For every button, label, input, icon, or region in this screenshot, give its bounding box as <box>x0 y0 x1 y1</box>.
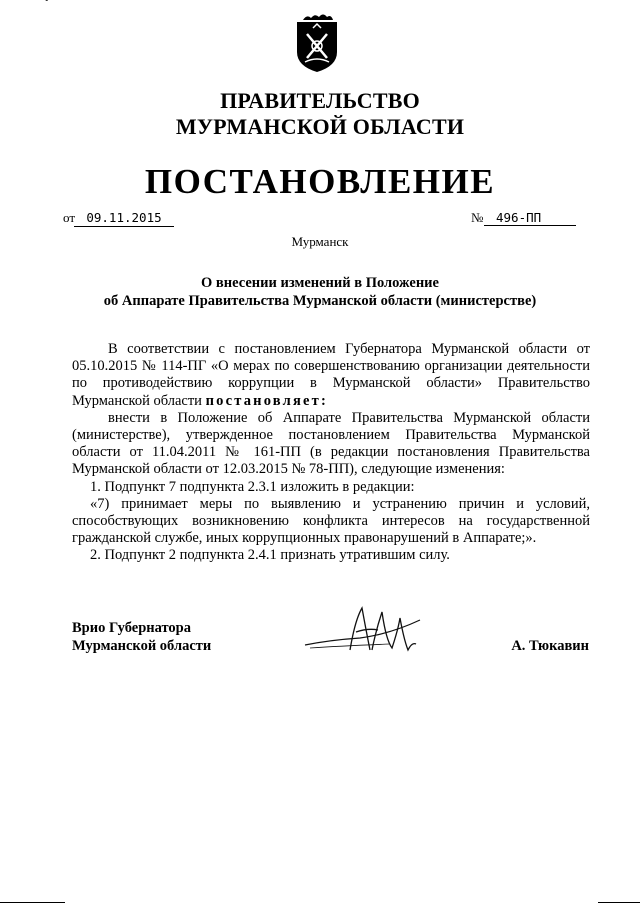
scan-mark: ˇ <box>45 0 49 10</box>
document-date: 09.11.2015 <box>74 210 174 227</box>
intro-paragraph <box>72 341 590 410</box>
signatory-name: А. Тюкавин <box>511 638 589 654</box>
document-number: 496-ПП <box>484 210 576 226</box>
paragraph-item-2: 2. Подпункт 2 подпункта 2.4.1 признать утратившим силу. <box>90 547 450 564</box>
date-prefix: от <box>63 210 76 225</box>
document-type-title: ПОСТАНОВЛЕНИЕ <box>144 162 496 201</box>
footer-rule-right <box>598 902 640 903</box>
document-subject <box>60 274 580 310</box>
signatory-position-line1: Врио Губернатора <box>72 620 191 636</box>
city: Мурманск <box>291 234 349 249</box>
org-name-line1: ПРАВИТЕЛЬСТВО <box>220 88 420 113</box>
document-body <box>72 341 590 565</box>
paragraph-quoted-text: «7) принимает меры по выявлению и устранению причин и условий, способствующих возникновению конфликта интересов на государственной гражданской службе, иных коррупционных правонарушений в Аппарате;». <box>72 495 590 547</box>
handwritten-signature <box>300 600 440 660</box>
paragraph-amend: внести в Положение об Аппарате Правительства Мурманской области (министерстве), утвержденное постановлением Правительства Мурманской области от 11.04.2011 № 161-ПП (в редакции постановления Правительства Мурманской области от 12.03.2015 № 78-ПП), следующие изменения: <box>72 409 590 478</box>
subject-line2: об Аппарате Правительства Мурманской области (министерстве) <box>103 293 537 309</box>
signatory-position <box>72 619 211 655</box>
subject-line1: О внесении изменений в Положение <box>201 275 439 291</box>
org-name-line2: МУРМАНСКОЙ ОБЛАСТИ <box>175 114 465 139</box>
decree-word: постановляет: <box>205 392 329 409</box>
signatory-position-line2: Мурманской области <box>72 638 212 654</box>
paragraph-item-1: 1. Подпункт 7 подпункта 2.3.1 изложить в редакции: <box>90 478 415 495</box>
number-prefix: № <box>471 210 484 225</box>
footer-rule-left <box>0 902 65 903</box>
coat-of-arms-icon <box>293 12 341 74</box>
intro-text: В соответствии с постановлением Губернатора Мурманской области от 05.10.2015 № 114-ПГ «О мерах по совершенствованию организации деятельности по противодействию коррупции в Мурманской области» Правительство Мурманской области <box>72 341 590 409</box>
